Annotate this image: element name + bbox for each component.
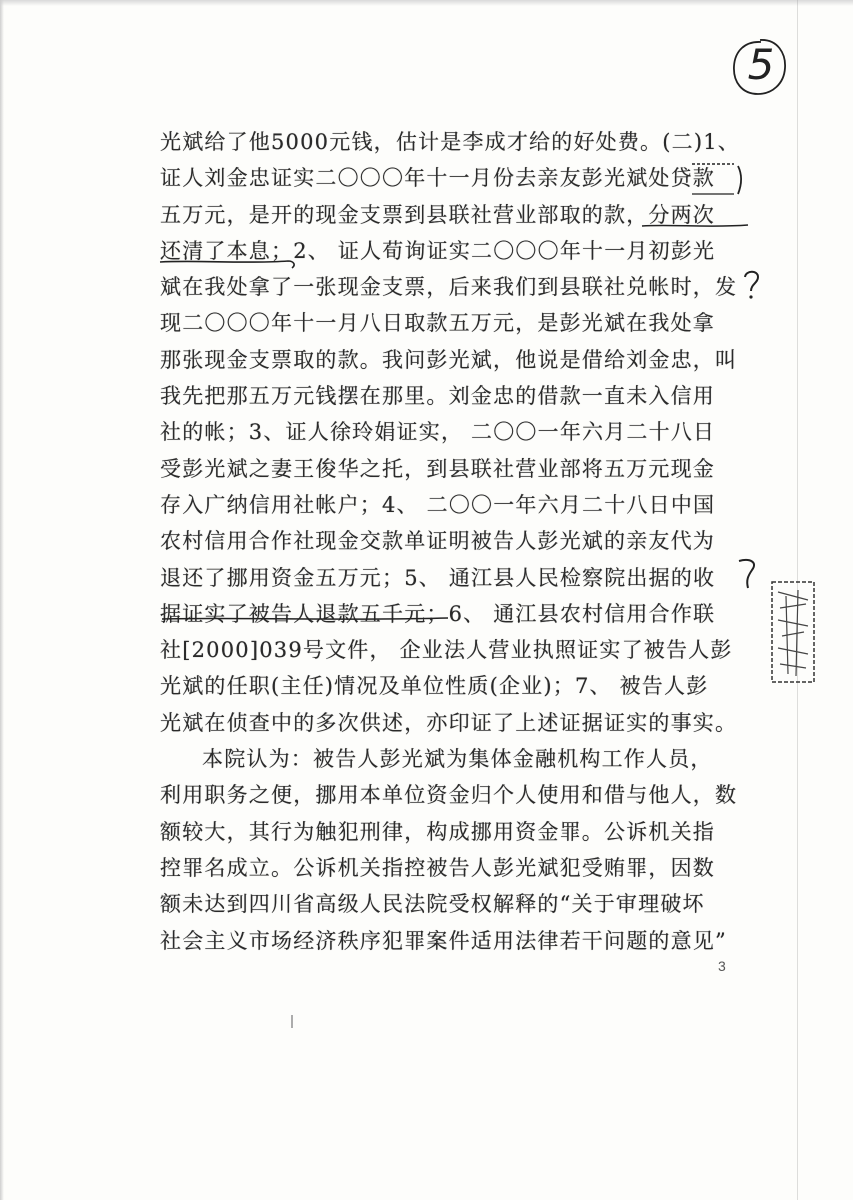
hand-hook-icon	[736, 556, 762, 594]
circled-page-number: 5	[747, 40, 775, 89]
text-line: 社会主义市场经济秩序犯罪案件适用法律若干问题的意见”	[160, 928, 727, 953]
text-line: 额较大，其行为触犯刑律，构成挪用资金罪。公诉机关指	[160, 819, 715, 844]
text-line: 现二〇〇〇年十一月八日取款五万元，是彭光斌在我处拿	[160, 311, 715, 336]
text-line: 额未达到四川省高级人民法院受权解释的“关于审理破坏	[160, 892, 705, 917]
text-line: 那张现金支票取的款。我问彭光斌，他说是借给刘金忠，叫	[160, 347, 738, 372]
hand-bracket-mark	[688, 160, 758, 200]
text-line: 证人刘金忠证实二〇〇〇年十一月份去亲友彭光斌处贷款	[160, 166, 715, 191]
question-mark-icon	[740, 268, 764, 302]
scan-speck-mark	[288, 1014, 296, 1030]
paragraph-start-line: 本院认为：被告人彭光斌为集体金融机构工作人员，	[202, 747, 713, 772]
hand-underline-mark	[160, 614, 450, 624]
hand-underline-icon	[160, 614, 450, 624]
text-line: 退还了挪用资金五万元；5、 通江县人民检察院出据的收	[160, 565, 716, 590]
text-line: 据证实了被告人退款五千元；6、 通江县农村信用合作联	[160, 601, 716, 626]
text-line: 光斌的任职(主任)情况及单位性质(企业)；7、 被告人彭	[160, 674, 709, 699]
hand-bracket-icon	[688, 160, 758, 200]
text-line: 存入广纳信用社帐户；4、 二〇〇一年六月二十八日中国	[160, 492, 716, 517]
scan-edge-left	[0, 0, 4, 1200]
side-seal-stamp	[768, 578, 818, 686]
hand-question-mark	[740, 268, 764, 302]
footer-page-number: 3	[718, 958, 726, 974]
hand-underline-mark	[640, 222, 750, 230]
text-line: 斌在我处拿了一张现金支票，后来我们到县联社兑帐时，发	[160, 275, 738, 300]
seal-stamp-icon	[768, 578, 818, 686]
scan-edge-top	[0, 0, 853, 6]
text-line: 五万元，是开的现金支票到县联社营业部取的款，分两次	[160, 202, 715, 227]
text-line: 受彭光斌之妻王俊华之托，到县联社营业部将五万元现金	[160, 456, 715, 481]
text-line: 光斌给了他5000元钱，估计是李成才给的好处费。(二)1、	[160, 130, 740, 154]
text-line: 我先把那五万元钱摆在那里。刘金忠的借款一直未入信用	[160, 384, 715, 409]
hand-underline-icon	[158, 256, 298, 274]
text-line: 农村信用合作社现金交款单证明被告人彭光斌的亲友代为	[160, 529, 715, 554]
hand-underline-mark	[158, 256, 298, 274]
text-line: 光斌在侦查中的多次供述，亦印证了上述证据证实的事实。	[160, 710, 738, 735]
text-line: 利用职务之便，挪用本单位资金归个人使用和借与他人，数	[160, 783, 738, 808]
hand-underline-icon	[640, 222, 750, 230]
text-line: 社[2000]039号文件， 企业法人营业执照证实了被告人彭	[160, 638, 733, 663]
text-line: 社的帐；3、证人徐玲娟证实， 二〇〇一年六月二十八日	[160, 420, 716, 445]
text-line: 控罪名成立。公诉机关指控被告人彭光斌犯受贿罪，因数	[160, 855, 715, 880]
judgment-body-text	[160, 124, 750, 959]
text-line: 还清了本息；2、 证人荀询证实二〇〇〇年十一月初彭光	[160, 238, 716, 263]
hand-hook-mark	[736, 556, 762, 594]
speck-icon	[288, 1014, 296, 1030]
